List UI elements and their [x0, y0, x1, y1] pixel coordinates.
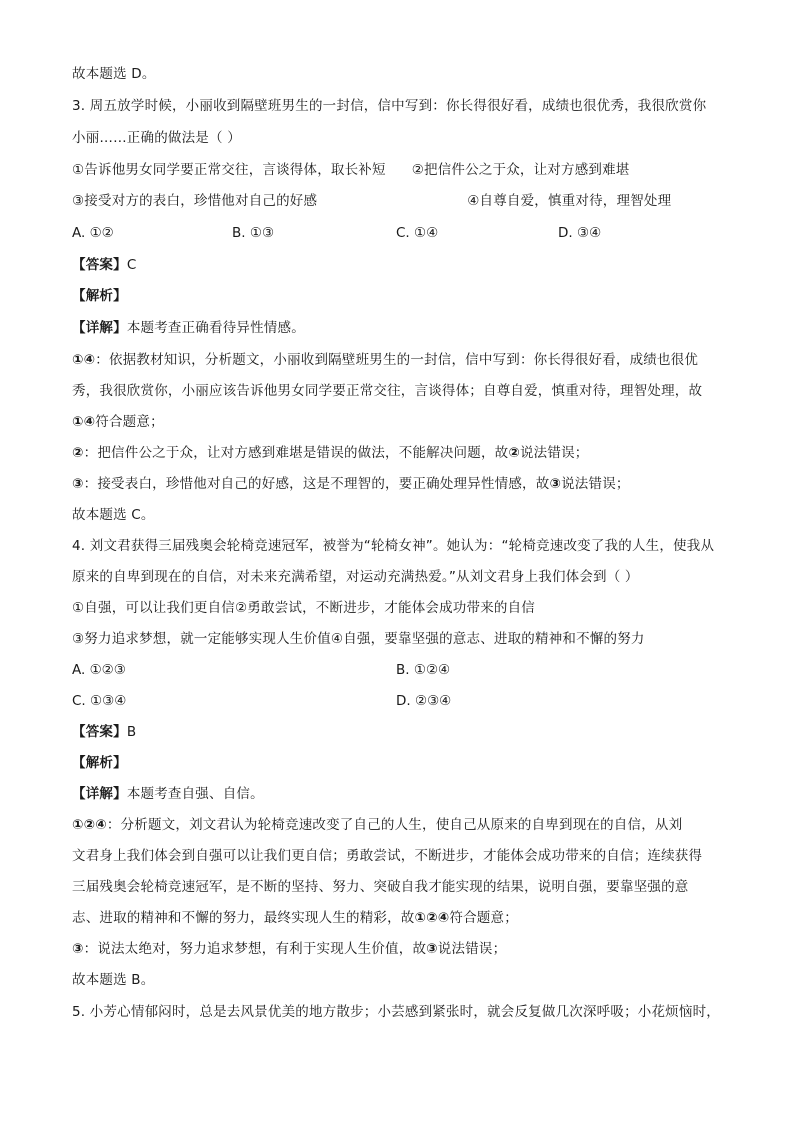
q3-analysis-heading	[72, 286, 752, 306]
q3-stem-line-2: 小丽……正确的做法是（ ）	[72, 130, 241, 146]
q3-items-line-1	[72, 160, 752, 180]
q4-option-a: A. ①②③	[72, 662, 126, 678]
q3-item-4: ④自尊自爱，慎重对待，理智处理	[467, 193, 672, 209]
q3-option-b: B. ①③	[232, 225, 275, 241]
q4-para-1-line-4: 志、进取的精神和不懈的努力，最终实现人生的精彩，故①②④符合题意；	[72, 910, 518, 926]
q4-answer	[72, 722, 752, 742]
detail-text: 本题考查正确看待异性情感。	[126, 320, 305, 336]
q3-items-line-2	[72, 191, 752, 211]
detail-text: 本题考查自强、自信。	[126, 786, 264, 802]
q3-stem-line-1: 3. 周五放学时候，小丽收到隔壁班男生的一封信，信中写到：你长得很好看，成绩也很优秀，我很欣赏你	[72, 98, 707, 114]
answer-tag: 【答案】	[72, 724, 127, 740]
q4-para-2: ③：说法太绝对，努力追求梦想，有利于实现人生价值，故③说法错误；	[72, 941, 507, 957]
q4-analysis-heading	[72, 753, 752, 773]
answer-value: B	[126, 724, 137, 740]
q3-option-c: C. ①④	[396, 225, 439, 241]
q3-para-1-line-2: 秀，我很欣赏你，小丽应该告诉他男女同学要正常交往，言谈得体；自尊自爱，慎重对待，理智处理，故	[72, 383, 703, 399]
analysis-tag: 【解析】	[72, 288, 127, 304]
previous-conclusion: 故本题选 D。	[72, 66, 156, 82]
q4-stem-line-2: 原来的自卑到现在的自信，对未来充满希望，对运动充满热爱。”从刘文君身上我们体会到（ ）	[72, 569, 639, 585]
q4-stem-line-1: 4. 刘文君获得三届残奥会轮椅竞速冠军，被誉为“轮椅女神”。她认为：“轮椅竞速改变了我的人生，使我从	[72, 538, 715, 554]
q4-option-c: C. ①③④	[72, 693, 127, 709]
q4-para-1-line-1: ①②④：分析题文，刘文君认为轮椅竞速改变了自己的人生，使自己从原来的自卑到现在的自信，从刘	[72, 817, 683, 833]
q3-para-1-line-1: ①④：依据教材知识，分析题文，小丽收到隔壁班男生的一封信，信中写到：你长得很好看，成绩也很优	[72, 352, 699, 368]
q3-item-1: ①告诉他男女同学要正常交往，言谈得体，取长补短	[72, 162, 386, 178]
q4-para-1-line-2: 文君身上我们体会到自强可以让我们更自信；勇敢尝试，不断进步，才能体会成功带来的自信；连续获得	[72, 848, 703, 864]
q3-detail	[72, 318, 752, 338]
q3-option-d: D. ③④	[558, 225, 602, 241]
q4-option-d: D. ②③④	[396, 693, 452, 709]
answer-value: C	[126, 257, 137, 273]
q3-item-2: ②把信件公之于众，让对方感到难堪	[411, 162, 630, 178]
q3-answer	[72, 255, 752, 275]
q4-para-1-line-3: 三届残奥会轮椅竞速冠军，是不断的坚持、努力、突破自我才能实现的结果，说明自强，要靠坚强的意	[72, 879, 689, 895]
q3-para-2: ②：把信件公之于众，让对方感到难堪是错误的做法，不能解决问题，故②说法错误；	[72, 445, 589, 461]
q3-conclusion: 故本题选 C。	[72, 507, 155, 523]
q4-option-b: B. ①②④	[396, 662, 451, 678]
detail-tag: 【详解】	[72, 786, 127, 802]
answer-tag: 【答案】	[72, 257, 127, 273]
q3-option-a: A. ①②	[72, 225, 114, 241]
q5-stem-line-1: 5. 小芳心情郁闷时，总是去风景优美的地方散步；小芸感到紧张时，就会反复做几次深呼吸；小花烦恼时，	[72, 1004, 720, 1020]
q4-items-line-2: ③努力追求梦想，就一定能够实现人生价值④自强，要靠坚强的意志、进取的精神和不懈的努力	[72, 631, 645, 647]
q3-item-3: ③接受对方的表白，珍惜他对自己的好感	[72, 193, 318, 209]
q4-conclusion: 故本题选 B。	[72, 972, 155, 988]
analysis-tag: 【解析】	[72, 755, 127, 771]
detail-tag: 【详解】	[72, 320, 127, 336]
q4-items-line-1: ①自强，可以让我们更自信②勇敢尝试，不断进步，才能体会成功带来的自信	[72, 600, 536, 616]
q3-para-3: ③：接受表白，珍惜他对自己的好感，这是不理智的，要正确处理异性情感，故③说法错误；	[72, 476, 630, 492]
q4-detail	[72, 784, 752, 804]
q3-para-1-line-3: ①④符合题意；	[72, 414, 164, 430]
